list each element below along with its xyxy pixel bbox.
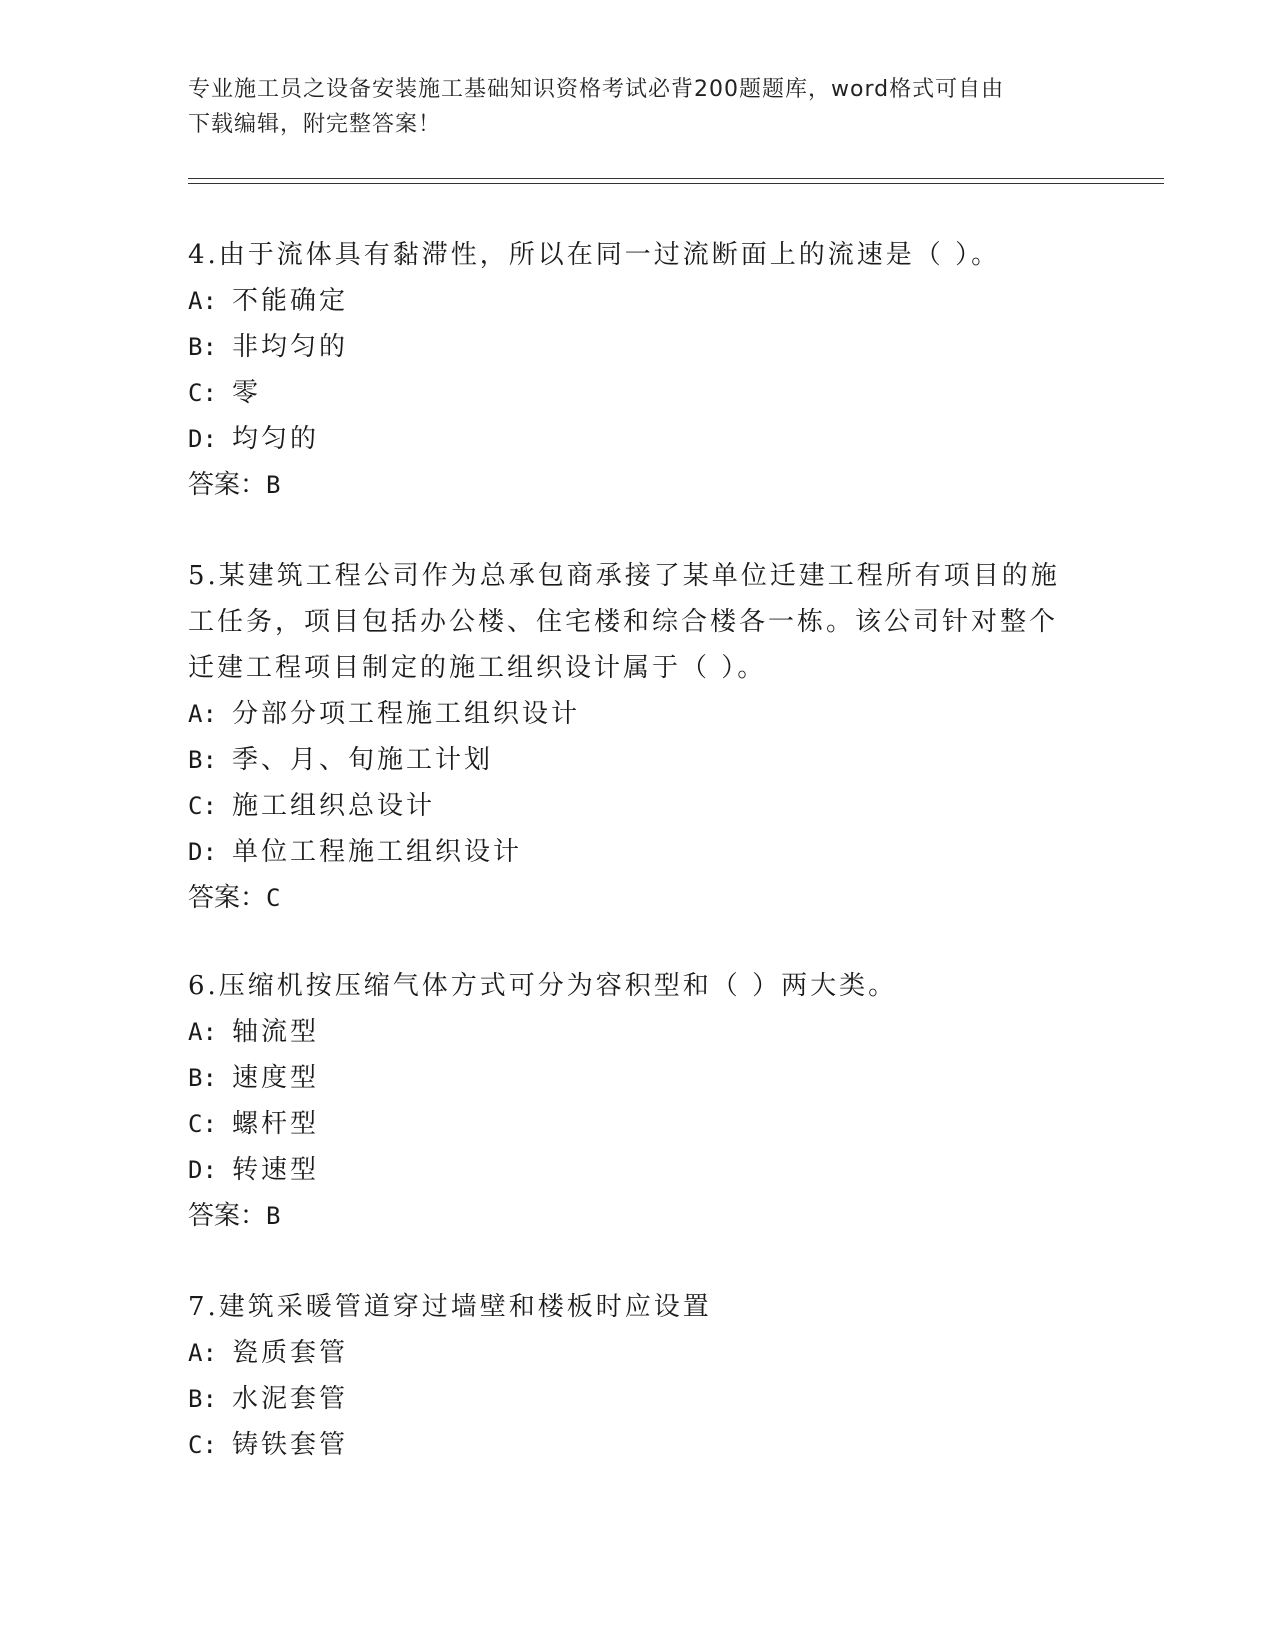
option-letter: B: xyxy=(188,333,217,361)
option-a xyxy=(188,1330,1068,1376)
option-b xyxy=(188,1376,1068,1422)
answer-label: 答案： xyxy=(188,470,267,500)
option-letter: A: xyxy=(188,287,217,315)
question-text-line-3: 迁建工程项目制定的施工组织设计属于（ ）。 xyxy=(188,653,767,683)
option-text: 均匀的 xyxy=(232,424,320,454)
answer-value: B xyxy=(266,471,281,499)
option-b xyxy=(188,737,1068,783)
option-d xyxy=(188,1147,1068,1193)
option-text: 不能确定 xyxy=(232,286,349,316)
question-text-line-2: 工任务，项目包括办公楼、住宅楼和综合楼各一栋。该公司针对整个 xyxy=(188,607,1059,637)
option-letter: B: xyxy=(188,1385,217,1413)
option-letter: C: xyxy=(188,379,217,407)
question-7 xyxy=(188,1284,1068,1468)
answer-label: 答案： xyxy=(188,1201,267,1231)
option-text: 施工组织总设计 xyxy=(232,791,436,821)
question-4 xyxy=(188,232,1068,508)
option-letter: D: xyxy=(188,425,217,453)
option-letter: C: xyxy=(188,792,217,820)
option-letter: A: xyxy=(188,1018,217,1046)
option-a xyxy=(188,691,1068,737)
option-letter: A: xyxy=(188,700,217,728)
answer xyxy=(188,875,1068,921)
answer-label: 答案： xyxy=(188,883,267,913)
option-text: 转速型 xyxy=(232,1155,320,1185)
option-c xyxy=(188,1422,1068,1468)
answer-value: C xyxy=(266,884,281,912)
option-c xyxy=(188,1101,1068,1147)
option-b xyxy=(188,324,1068,370)
question-text: 7.建筑采暖管道穿过墙壁和楼板时应设置 xyxy=(188,1292,712,1322)
option-letter: C: xyxy=(188,1431,217,1459)
option-text: 轴流型 xyxy=(232,1017,320,1047)
header-divider-top xyxy=(188,178,1164,179)
answer-value: B xyxy=(266,1202,281,1230)
option-text: 季、月、旬施工计划 xyxy=(232,745,494,775)
option-a xyxy=(188,1009,1068,1055)
header-divider-bottom xyxy=(188,183,1164,184)
option-text: 分部分项工程施工组织设计 xyxy=(232,699,581,729)
option-b xyxy=(188,1055,1068,1101)
option-text: 速度型 xyxy=(232,1063,320,1093)
question-5 xyxy=(188,553,1068,921)
option-text: 铸铁套管 xyxy=(232,1430,349,1460)
option-c xyxy=(188,370,1068,416)
question-text-line-1: 5.某建筑工程公司作为总承包商承接了某单位迁建工程所有项目的施 xyxy=(188,561,1060,591)
question-text: 4.由于流体具有黏滞性，所以在同一过流断面上的流速是（ ）。 xyxy=(188,240,1001,270)
option-letter: D: xyxy=(188,1156,217,1184)
option-text: 非均匀的 xyxy=(232,332,349,362)
answer xyxy=(188,1193,1068,1239)
option-text: 水泥套管 xyxy=(232,1384,349,1414)
option-letter: B: xyxy=(188,746,217,774)
option-a xyxy=(188,278,1068,324)
option-d xyxy=(188,416,1068,462)
header-line-1: 专业施工员之设备安装施工基础知识资格考试必背200题题库，word格式可自由 xyxy=(188,77,1005,102)
document-header xyxy=(188,72,1088,142)
answer xyxy=(188,462,1068,508)
question-6 xyxy=(188,963,1068,1239)
question-text: 6.压缩机按压缩气体方式可分为容积型和（ ）两大类。 xyxy=(188,971,898,1001)
option-letter: D: xyxy=(188,838,217,866)
header-line-2: 下载编辑，附完整答案！ xyxy=(188,112,442,137)
option-letter: C: xyxy=(188,1110,217,1138)
option-letter: A: xyxy=(188,1339,217,1367)
option-c xyxy=(188,783,1068,829)
option-text: 螺杆型 xyxy=(232,1109,320,1139)
option-letter: B: xyxy=(188,1064,217,1092)
option-text: 瓷质套管 xyxy=(232,1338,349,1368)
option-d xyxy=(188,829,1068,875)
option-text: 零 xyxy=(232,378,262,408)
option-text: 单位工程施工组织设计 xyxy=(232,837,523,867)
